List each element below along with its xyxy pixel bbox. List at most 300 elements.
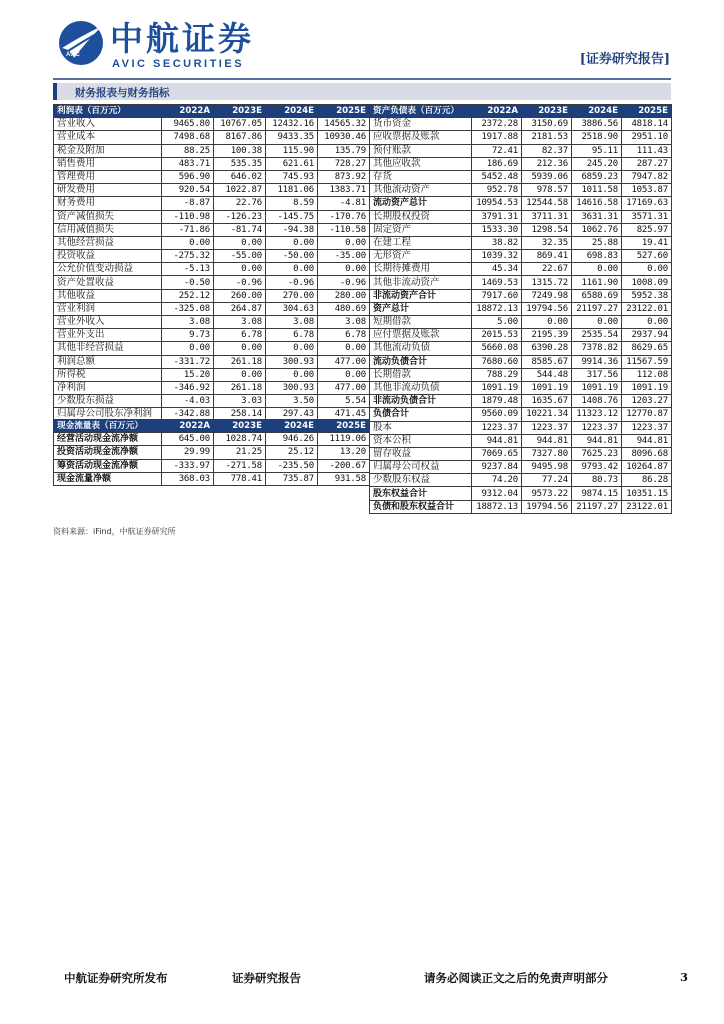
table-row (370, 461, 672, 474)
row-value: 80.73 (572, 474, 622, 487)
column-header-year: 2023E (214, 105, 266, 118)
table-row (370, 170, 672, 183)
row-value: 477.00 (318, 381, 370, 394)
row-value: 873.92 (318, 170, 370, 183)
row-value: 2535.54 (572, 329, 622, 342)
table-row (370, 355, 672, 368)
section-title: 财务报表与财务指标 (75, 87, 170, 99)
logo-mark-text: AVIC (66, 52, 80, 58)
row-value: 14565.32 (318, 118, 370, 131)
table-row (370, 144, 672, 157)
row-label: 资产减值损失 (54, 210, 162, 223)
row-value: 1039.32 (472, 250, 522, 263)
row-value: 0.00 (266, 263, 318, 276)
row-value: -4.81 (318, 197, 370, 210)
row-value: 0.00 (214, 368, 266, 381)
row-value: 304.63 (266, 302, 318, 315)
row-value: -275.32 (162, 250, 214, 263)
row-value: 19794.56 (522, 302, 572, 315)
row-value: -333.97 (162, 459, 214, 472)
row-value: 946.26 (266, 433, 318, 446)
table-row (370, 342, 672, 355)
column-header-label: 现金流量表（百万元） (54, 420, 162, 433)
column-header-label: 利润表（百万元） (54, 105, 162, 118)
row-value: 3.08 (318, 316, 370, 329)
row-value: 1011.58 (572, 184, 622, 197)
table-row (54, 276, 370, 289)
row-value: 5952.38 (622, 289, 672, 302)
row-value: 5452.48 (472, 170, 522, 183)
row-value: 21197.27 (572, 500, 622, 513)
row-value: 12770.87 (622, 408, 672, 421)
row-value: 483.71 (162, 157, 214, 170)
row-label: 流动负债合计 (370, 355, 472, 368)
table-header-row (54, 105, 370, 118)
row-value: 0.00 (214, 263, 266, 276)
row-value: 944.81 (522, 434, 572, 447)
row-label: 负债和股东权益合计 (370, 500, 472, 513)
balance-sheet-table (369, 104, 672, 514)
row-label: 预付账款 (370, 144, 472, 157)
row-value: -94.38 (266, 223, 318, 236)
row-value: 0.00 (214, 236, 266, 249)
row-label: 无形资产 (370, 250, 472, 263)
row-value: 3.50 (266, 395, 318, 408)
row-label: 少数股东权益 (370, 474, 472, 487)
cashflow-statement-table (53, 419, 370, 486)
section-title-bar (53, 83, 671, 100)
row-value: 135.79 (318, 144, 370, 157)
row-value: 0.00 (572, 316, 622, 329)
table-row (370, 316, 672, 329)
row-value: 527.60 (622, 250, 672, 263)
row-value: 3791.31 (472, 210, 522, 223)
row-value: 1223.37 (472, 421, 522, 434)
row-label: 投资收益 (54, 250, 162, 263)
row-value: 111.43 (622, 144, 672, 157)
row-value: -145.75 (266, 210, 318, 223)
row-label: 其他非经营损益 (54, 342, 162, 355)
column-header-year: 2024E (266, 105, 318, 118)
row-value: 9.73 (162, 329, 214, 342)
row-value: 9560.09 (472, 408, 522, 421)
row-value: 7249.98 (522, 289, 572, 302)
table-row (54, 381, 370, 394)
table-row (54, 368, 370, 381)
row-value: 920.54 (162, 184, 214, 197)
table-row (54, 342, 370, 355)
data-source-note: 资料来源：iFind，中航证券研究所 (53, 527, 176, 536)
table-row (54, 250, 370, 263)
row-value: 5939.06 (522, 170, 572, 183)
row-value: 477.00 (318, 355, 370, 368)
row-value: 11567.59 (622, 355, 672, 368)
row-value: 32.35 (522, 236, 572, 249)
row-value: 6.78 (214, 329, 266, 342)
row-value: 0.00 (522, 316, 572, 329)
row-value: -0.96 (214, 276, 266, 289)
row-label: 非流动资产合计 (370, 289, 472, 302)
header-divider (53, 78, 671, 80)
row-value: -4.03 (162, 395, 214, 408)
row-value: -5.13 (162, 263, 214, 276)
row-value: 1408.76 (572, 395, 622, 408)
column-header-year: 2022A (472, 105, 522, 118)
row-value: 1091.19 (522, 381, 572, 394)
row-value: 7680.60 (472, 355, 522, 368)
row-value: 8096.68 (622, 447, 672, 460)
table-row (54, 236, 370, 249)
row-value: 19.41 (622, 236, 672, 249)
row-value: -271.58 (214, 459, 266, 472)
row-label: 信用减值损失 (54, 223, 162, 236)
row-value: -325.08 (162, 302, 214, 315)
row-value: 9495.98 (522, 461, 572, 474)
row-label: 营业收入 (54, 118, 162, 131)
page-number: 3 (680, 970, 689, 984)
row-value: 45.34 (472, 263, 522, 276)
row-label: 股本 (370, 421, 472, 434)
row-value: -346.92 (162, 381, 214, 394)
table-row (370, 118, 672, 131)
row-value: 6859.23 (572, 170, 622, 183)
row-value: -110.58 (318, 223, 370, 236)
row-value: 1383.71 (318, 184, 370, 197)
avic-logo (56, 18, 256, 74)
table-row (370, 329, 672, 342)
row-value: 0.00 (572, 263, 622, 276)
row-value: 115.90 (266, 144, 318, 157)
table-row (370, 276, 672, 289)
row-value: 8585.67 (522, 355, 572, 368)
row-value: 1879.48 (472, 395, 522, 408)
row-label: 其他收益 (54, 289, 162, 302)
row-value: 5.54 (318, 395, 370, 408)
table-row (54, 118, 370, 131)
row-value: 6.78 (318, 329, 370, 342)
table-row (370, 395, 672, 408)
row-label: 公允价值变动损益 (54, 263, 162, 276)
row-value: -0.96 (266, 276, 318, 289)
table-row (54, 197, 370, 210)
row-value: 7625.23 (572, 447, 622, 460)
income-statement-table (53, 104, 370, 422)
row-label: 归属母公司权益 (370, 461, 472, 474)
row-value: 8.59 (266, 197, 318, 210)
row-value: 82.37 (522, 144, 572, 157)
row-label: 其他非流动资产 (370, 276, 472, 289)
row-value: 825.97 (622, 223, 672, 236)
row-value: -126.23 (214, 210, 266, 223)
row-value: 21197.27 (572, 302, 622, 315)
row-value: 18872.13 (472, 500, 522, 513)
row-value: 112.08 (622, 368, 672, 381)
table-row (370, 236, 672, 249)
table-row (54, 263, 370, 276)
table-row (54, 329, 370, 342)
row-label: 净利润 (54, 381, 162, 394)
row-value: 3150.69 (522, 118, 572, 131)
row-value: 480.69 (318, 302, 370, 315)
table-row (370, 421, 672, 434)
row-value: 12432.16 (266, 118, 318, 131)
row-value: 13.20 (318, 446, 370, 459)
row-value: 212.36 (522, 157, 572, 170)
row-label: 应收票据及账款 (370, 131, 472, 144)
row-value: 88.25 (162, 144, 214, 157)
column-header-year: 2023E (214, 420, 266, 433)
row-label: 资产处置收益 (54, 276, 162, 289)
row-label: 利润总额 (54, 355, 162, 368)
row-value: 931.58 (318, 472, 370, 485)
row-value: 3631.31 (572, 210, 622, 223)
table-row (54, 184, 370, 197)
row-value: 10221.34 (522, 408, 572, 421)
row-value: 535.35 (214, 157, 266, 170)
row-value: 300.93 (266, 355, 318, 368)
row-value: 6.78 (266, 329, 318, 342)
row-value: 6390.28 (522, 342, 572, 355)
column-header-year: 2024E (266, 420, 318, 433)
row-label: 在建工程 (370, 236, 472, 249)
row-value: 1091.19 (572, 381, 622, 394)
row-value: 1091.19 (472, 381, 522, 394)
row-value: 19794.56 (522, 500, 572, 513)
row-value: 9874.15 (572, 487, 622, 500)
table-row (370, 408, 672, 421)
row-value: 2518.90 (572, 131, 622, 144)
report-type-tag: [证券研究报告] (579, 52, 670, 67)
row-value: 0.00 (318, 368, 370, 381)
row-label: 非流动负债合计 (370, 395, 472, 408)
table-row (54, 459, 370, 472)
row-value: 14616.58 (572, 197, 622, 210)
row-value: 9793.42 (572, 461, 622, 474)
row-value: 0.00 (318, 263, 370, 276)
row-value: 86.28 (622, 474, 672, 487)
table-header-row (370, 105, 672, 118)
row-value: 6580.69 (572, 289, 622, 302)
table-row (54, 355, 370, 368)
row-value: 7378.82 (572, 342, 622, 355)
row-value: 471.45 (318, 408, 370, 421)
row-value: 1062.76 (572, 223, 622, 236)
table-row (370, 157, 672, 170)
row-value: 3571.31 (622, 210, 672, 223)
table-row (54, 433, 370, 446)
row-label: 其他流动资产 (370, 184, 472, 197)
table-row (370, 302, 672, 315)
row-label: 其他应收款 (370, 157, 472, 170)
row-value: 17169.63 (622, 197, 672, 210)
row-value: 978.57 (522, 184, 572, 197)
row-label: 股东权益合计 (370, 487, 472, 500)
row-value: 1022.87 (214, 184, 266, 197)
row-value: 9237.84 (472, 461, 522, 474)
row-value: 280.00 (318, 289, 370, 302)
row-label: 研发费用 (54, 184, 162, 197)
row-value: 10264.87 (622, 461, 672, 474)
row-value: 11323.12 (572, 408, 622, 421)
row-value: 596.90 (162, 170, 214, 183)
row-value: 1223.37 (572, 421, 622, 434)
row-value: 9914.36 (572, 355, 622, 368)
row-label: 留存收益 (370, 447, 472, 460)
table-row (370, 447, 672, 460)
row-value: 12544.58 (522, 197, 572, 210)
column-header-year: 2024E (572, 105, 622, 118)
row-value: 29.99 (162, 446, 214, 459)
row-label: 营业外支出 (54, 329, 162, 342)
row-value: 645.00 (162, 433, 214, 446)
row-value: 317.56 (572, 368, 622, 381)
row-value: 778.41 (214, 472, 266, 485)
row-value: 4818.14 (622, 118, 672, 131)
row-label: 资本公积 (370, 434, 472, 447)
row-value: 38.82 (472, 236, 522, 249)
table-row (370, 210, 672, 223)
column-header-year: 2022A (162, 105, 214, 118)
row-label: 短期借款 (370, 316, 472, 329)
row-label: 现金流量净额 (54, 472, 162, 485)
row-value: 1223.37 (622, 421, 672, 434)
row-value: 9433.35 (266, 131, 318, 144)
row-value: 1028.74 (214, 433, 266, 446)
row-value: -55.00 (214, 250, 266, 263)
row-value: 1181.06 (266, 184, 318, 197)
table-row (54, 472, 370, 485)
row-value: -50.00 (266, 250, 318, 263)
row-value: 2372.28 (472, 118, 522, 131)
row-value: -170.76 (318, 210, 370, 223)
table-row (54, 395, 370, 408)
row-label: 管理费用 (54, 170, 162, 183)
row-value: 0.00 (318, 342, 370, 355)
row-label: 应付票据及账款 (370, 329, 472, 342)
table-row (370, 434, 672, 447)
footer-disclaimer: 请务必阅读正文之后的免责声明部分 (424, 971, 608, 985)
row-value: 0.00 (622, 316, 672, 329)
row-value: 5660.08 (472, 342, 522, 355)
row-value: 368.03 (162, 472, 214, 485)
row-value: 1315.72 (522, 276, 572, 289)
row-value: 788.29 (472, 368, 522, 381)
table-row (54, 316, 370, 329)
row-label: 货币资金 (370, 118, 472, 131)
table-row (54, 144, 370, 157)
row-label: 资产总计 (370, 302, 472, 315)
row-value: 1469.53 (472, 276, 522, 289)
row-value: 728.27 (318, 157, 370, 170)
row-label: 归属母公司股东净利润 (54, 408, 162, 421)
row-label: 长期借款 (370, 368, 472, 381)
column-header-year: 2025E (622, 105, 672, 118)
row-value: 22.76 (214, 197, 266, 210)
row-value: 10954.53 (472, 197, 522, 210)
table-row (54, 157, 370, 170)
row-value: 944.81 (622, 434, 672, 447)
table-row (54, 131, 370, 144)
row-value: 1635.67 (522, 395, 572, 408)
brand-name-cn: 中航证券 (110, 19, 254, 58)
table-row (370, 197, 672, 210)
row-value: 10351.15 (622, 487, 672, 500)
row-value: 1917.88 (472, 131, 522, 144)
row-value: 9312.04 (472, 487, 522, 500)
table-row (54, 210, 370, 223)
row-value: 0.00 (266, 368, 318, 381)
row-value: 3711.31 (522, 210, 572, 223)
section-accent (53, 83, 57, 100)
page-footer (0, 970, 724, 1000)
row-value: 10767.05 (214, 118, 266, 131)
row-value: 1053.87 (622, 184, 672, 197)
row-value: 3.08 (162, 316, 214, 329)
row-value: 8629.65 (622, 342, 672, 355)
table-row (370, 184, 672, 197)
table-row (370, 368, 672, 381)
row-value: 15.20 (162, 368, 214, 381)
row-value: 95.11 (572, 144, 622, 157)
row-value: -331.72 (162, 355, 214, 368)
row-value: 3.08 (266, 316, 318, 329)
row-label: 筹资活动现金流净额 (54, 459, 162, 472)
row-label: 营业外收入 (54, 316, 162, 329)
row-value: 258.14 (214, 408, 266, 421)
row-value: 9573.22 (522, 487, 572, 500)
row-value: -110.98 (162, 210, 214, 223)
row-value: 18872.13 (472, 302, 522, 315)
table-row (370, 381, 672, 394)
row-value: 2951.10 (622, 131, 672, 144)
row-value: 0.00 (162, 342, 214, 355)
table-row (54, 223, 370, 236)
row-value: 23122.01 (622, 500, 672, 513)
row-value: -8.87 (162, 197, 214, 210)
row-value: -71.86 (162, 223, 214, 236)
row-value: 264.87 (214, 302, 266, 315)
row-value: 1091.19 (622, 381, 672, 394)
row-value: 186.69 (472, 157, 522, 170)
row-value: 3.03 (214, 395, 266, 408)
row-value: 0.00 (214, 342, 266, 355)
row-value: 944.81 (572, 434, 622, 447)
row-value: 1203.27 (622, 395, 672, 408)
plane-logo-icon (56, 18, 106, 68)
row-value: 0.00 (266, 342, 318, 355)
column-header-label: 资产负债表（百万元） (370, 105, 472, 118)
row-value: 22.67 (522, 263, 572, 276)
page-header (0, 0, 724, 80)
row-value: 2195.39 (522, 329, 572, 342)
row-value: -200.67 (318, 459, 370, 472)
footer-report-type: 证券研究报告 (232, 971, 301, 985)
row-value: 77.24 (522, 474, 572, 487)
row-label: 投资活动现金流净额 (54, 446, 162, 459)
row-value: 2181.53 (522, 131, 572, 144)
row-label: 营业利润 (54, 302, 162, 315)
row-label: 其他经营损益 (54, 236, 162, 249)
brand-name-en: AVIC SECURITIES (112, 58, 245, 70)
row-value: 9465.80 (162, 118, 214, 131)
row-label: 其他流动负债 (370, 342, 472, 355)
row-value: 0.00 (622, 263, 672, 276)
row-value: 3886.56 (572, 118, 622, 131)
row-value: 23122.01 (622, 302, 672, 315)
row-value: -342.88 (162, 408, 214, 421)
row-value: 735.87 (266, 472, 318, 485)
row-value: 1533.30 (472, 223, 522, 236)
